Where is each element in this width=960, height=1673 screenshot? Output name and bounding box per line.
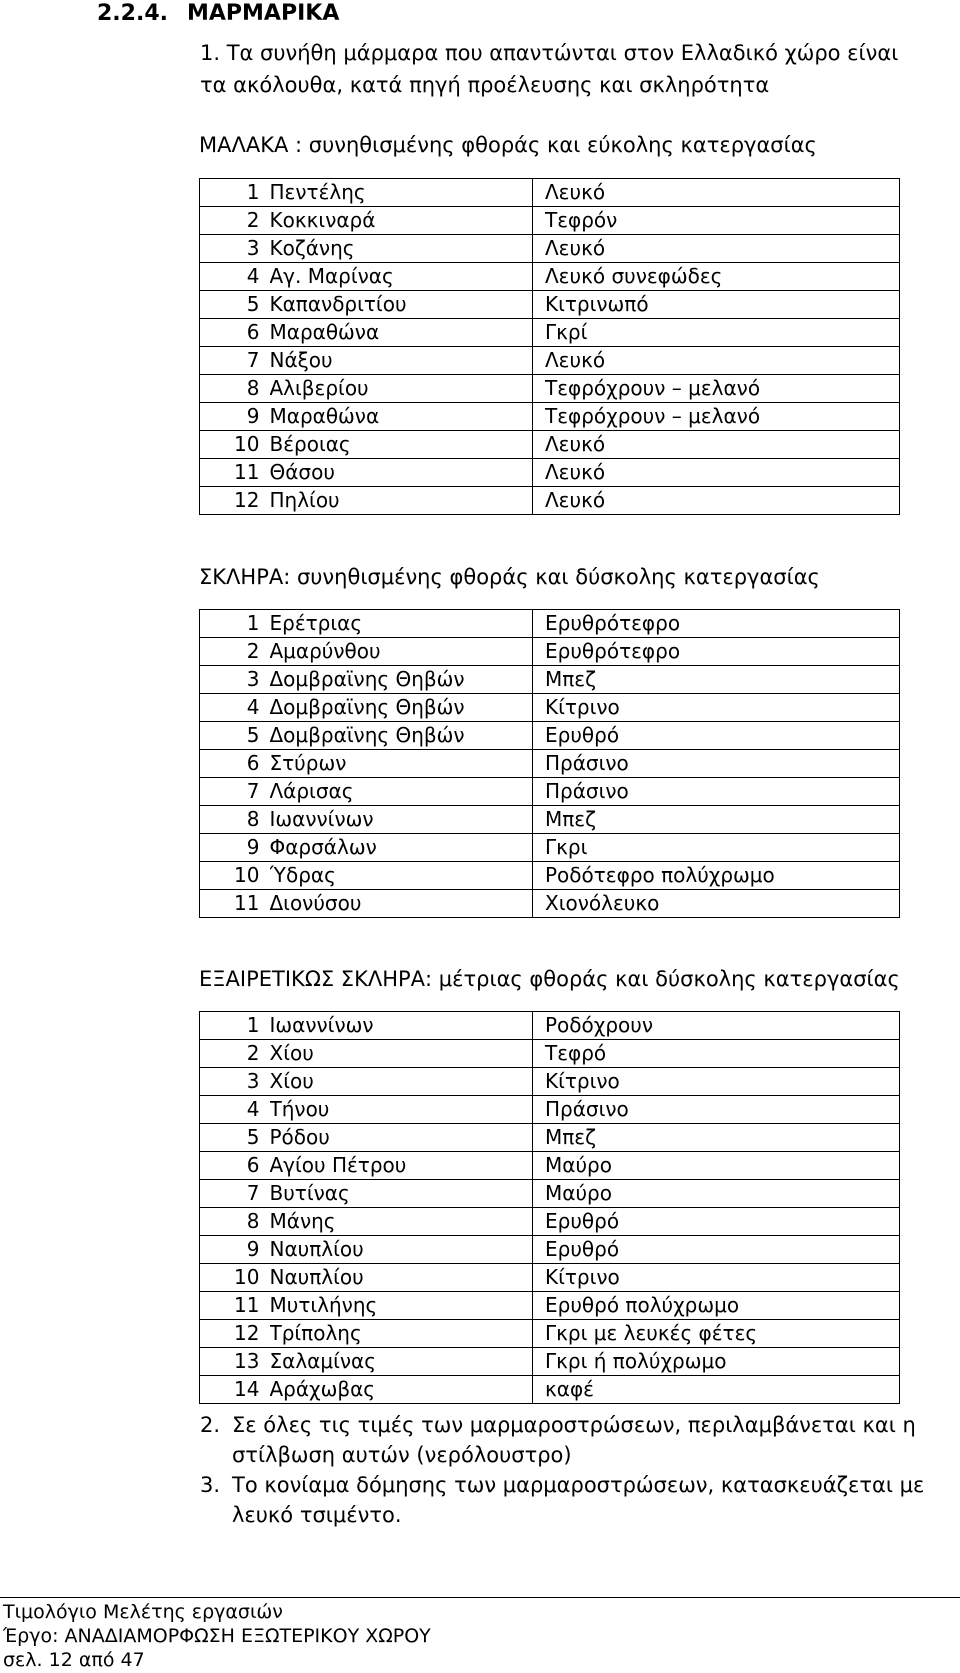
marble-color: Γκρι με λευκές φέτες xyxy=(533,1320,900,1348)
table-row xyxy=(200,263,900,291)
marble-color: Ροδόχρουν xyxy=(533,1012,900,1040)
row-number: 8 xyxy=(200,375,270,403)
row-number: 11 xyxy=(200,890,270,918)
table-row xyxy=(200,1152,900,1180)
note-2-line-1: Σε όλες τις τιμές των μαρμαροστρώσεων, περιλαμβάνεται και η xyxy=(232,1413,916,1437)
quarry-name: Ναυπλίου xyxy=(270,1264,533,1292)
marble-color: Τεφρόχρουν – μελανό xyxy=(533,403,900,431)
quarry-name: Αμαρύνθου xyxy=(270,638,533,666)
quarry-name: Νάξου xyxy=(270,347,533,375)
marble-color: Πράσινο xyxy=(533,1096,900,1124)
row-number: 10 xyxy=(200,862,270,890)
row-number: 11 xyxy=(200,1292,270,1320)
marble-color: Ερυθρό xyxy=(533,1236,900,1264)
quarry-name: Ερέτριας xyxy=(270,610,533,638)
intro-line-1: 1. Τα συνήθη μάρμαρα που απαντώνται στον Ελλαδικό χώρο είναι xyxy=(200,41,899,65)
table-row xyxy=(200,778,900,806)
extra-hard-marble-table xyxy=(199,1011,900,1404)
quarry-name: Δομβραϊνης Θηβών xyxy=(270,666,533,694)
footer-divider xyxy=(0,1597,960,1598)
footer-page-number: σελ. 12 από 47 xyxy=(3,1649,145,1671)
table-row xyxy=(200,1096,900,1124)
row-number: 8 xyxy=(200,806,270,834)
row-number: 3 xyxy=(200,235,270,263)
category-soft-heading: ΜΑΛΑΚΑ : συνηθισμένης φθοράς και εύκολης κατεργασίας xyxy=(199,133,817,157)
marble-color: Ερυθρότεφρο xyxy=(533,638,900,666)
row-number: 14 xyxy=(200,1376,270,1404)
table-row xyxy=(200,1236,900,1264)
row-number: 4 xyxy=(200,694,270,722)
table-row xyxy=(200,1348,900,1376)
quarry-name: Βέροιας xyxy=(270,431,533,459)
quarry-name: Ναυπλίου xyxy=(270,1236,533,1264)
row-number: 1 xyxy=(200,179,270,207)
table-row xyxy=(200,1292,900,1320)
row-number: 6 xyxy=(200,750,270,778)
row-number: 9 xyxy=(200,834,270,862)
table-row xyxy=(200,207,900,235)
section-number: 2.2.4. xyxy=(97,1,168,26)
section-title: ΜΑΡΜΑΡΙΚΑ xyxy=(187,1,340,26)
marble-color: Λευκό xyxy=(533,487,900,515)
table-row xyxy=(200,722,900,750)
marble-color: Πράσινο xyxy=(533,778,900,806)
note-3 xyxy=(200,1470,924,1530)
row-number: 6 xyxy=(200,319,270,347)
table-row xyxy=(200,319,900,347)
marble-color: Ερυθρότεφρο xyxy=(533,610,900,638)
quarry-name: Αγίου Πέτρου xyxy=(270,1152,533,1180)
table-row xyxy=(200,1376,900,1404)
row-number: 5 xyxy=(200,291,270,319)
quarry-name: Ρόδου xyxy=(270,1124,533,1152)
table-row xyxy=(200,666,900,694)
marble-color: Τεφρό xyxy=(533,1040,900,1068)
intro-line-2: τα ακόλουθα, κατά πηγή προέλευσης και σκληρότητα xyxy=(200,73,770,97)
note-3-number: 3. xyxy=(200,1473,221,1497)
row-number: 1 xyxy=(200,610,270,638)
table-row xyxy=(200,235,900,263)
marble-color: Κιτρινωπό xyxy=(533,291,900,319)
quarry-name: Λάρισας xyxy=(270,778,533,806)
row-number: 8 xyxy=(200,1208,270,1236)
quarry-name: Χίου xyxy=(270,1040,533,1068)
marble-color: Πράσινο xyxy=(533,750,900,778)
table-row xyxy=(200,862,900,890)
table-row xyxy=(200,1040,900,1068)
quarry-name: Χίου xyxy=(270,1068,533,1096)
marble-color: Γκρί xyxy=(533,319,900,347)
row-number: 2 xyxy=(200,1040,270,1068)
row-number: 3 xyxy=(200,1068,270,1096)
marble-color: Μαύρο xyxy=(533,1152,900,1180)
marble-color: Λευκό xyxy=(533,459,900,487)
table-row xyxy=(200,347,900,375)
table-row xyxy=(200,694,900,722)
quarry-name: Μαραθώνα xyxy=(270,319,533,347)
marble-color: Λευκό xyxy=(533,179,900,207)
row-number: 2 xyxy=(200,207,270,235)
quarry-name: Τήνου xyxy=(270,1096,533,1124)
section-heading xyxy=(97,0,339,28)
marble-color: Κίτρινο xyxy=(533,694,900,722)
table-row xyxy=(200,1320,900,1348)
table-row xyxy=(200,459,900,487)
marble-color: Τεφρόν xyxy=(533,207,900,235)
quarry-name: Αλιβερίου xyxy=(270,375,533,403)
note-3-line-1: Το κονίαμα δόμησης των μαρμαροστρώσεων, κατασκευάζεται με xyxy=(232,1473,925,1497)
marble-color: Ερυθρό xyxy=(533,722,900,750)
table-row xyxy=(200,806,900,834)
hard-marble-table xyxy=(199,609,900,918)
table-row xyxy=(200,487,900,515)
marble-color: Λευκό xyxy=(533,431,900,459)
quarry-name: Μαραθώνα xyxy=(270,403,533,431)
note-2-line-2: στίλβωση αυτών (νερόλουστρο) xyxy=(232,1443,572,1467)
quarry-name: Θάσου xyxy=(270,459,533,487)
row-number: 2 xyxy=(200,638,270,666)
note-3-line-2: λευκό τσιμέντο. xyxy=(232,1503,402,1527)
marble-color: Ροδότεφρο πολύχρωμο xyxy=(533,862,900,890)
row-number: 4 xyxy=(200,263,270,291)
quarry-name: Ιωαννίνων xyxy=(270,1012,533,1040)
table-row xyxy=(200,890,900,918)
marble-color: Μαύρο xyxy=(533,1180,900,1208)
quarry-name: Αγ. Μαρίνας xyxy=(270,263,533,291)
marble-color: Κίτρινο xyxy=(533,1068,900,1096)
marble-color: Γκρι xyxy=(533,834,900,862)
table-row xyxy=(200,610,900,638)
table-row xyxy=(200,291,900,319)
quarry-name: Τρίπολης xyxy=(270,1320,533,1348)
quarry-name: Καπανδριτίου xyxy=(270,291,533,319)
quarry-name: Σαλαμίνας xyxy=(270,1348,533,1376)
quarry-name: Αράχωβας xyxy=(270,1376,533,1404)
row-number: 12 xyxy=(200,487,270,515)
table-row xyxy=(200,375,900,403)
row-number: 7 xyxy=(200,1180,270,1208)
table-row xyxy=(200,1180,900,1208)
row-number: 10 xyxy=(200,1264,270,1292)
note-2-number: 2. xyxy=(200,1413,221,1437)
quarry-name: Κοκκιναρά xyxy=(270,207,533,235)
table-row xyxy=(200,638,900,666)
row-number: 11 xyxy=(200,459,270,487)
quarry-name: Ύδρας xyxy=(270,862,533,890)
marble-color: Μπεζ xyxy=(533,806,900,834)
footer-project-name: Έργο: ΑΝΑΔΙΑΜΟΡΦΩΣΗ ΕΞΩΤΕΡΙΚΟΥ ΧΩΡΟΥ xyxy=(3,1625,431,1647)
marble-color: Ερυθρό πολύχρωμο xyxy=(533,1292,900,1320)
quarry-name: Στύρων xyxy=(270,750,533,778)
marble-color: Λευκό xyxy=(533,235,900,263)
row-number: 6 xyxy=(200,1152,270,1180)
quarry-name: Κοζάνης xyxy=(270,235,533,263)
marble-color: Κίτρινο xyxy=(533,1264,900,1292)
table-row xyxy=(200,1068,900,1096)
soft-marble-table xyxy=(199,178,900,515)
table-row xyxy=(200,431,900,459)
table-row xyxy=(200,834,900,862)
marble-color: Λευκό συνεφώδες xyxy=(533,263,900,291)
table-row xyxy=(200,750,900,778)
row-number: 10 xyxy=(200,431,270,459)
row-number: 3 xyxy=(200,666,270,694)
row-number: 5 xyxy=(200,722,270,750)
category-hard-heading: ΣΚΛΗΡΑ: συνηθισμένης φθοράς και δύσκολης κατεργασίας xyxy=(199,565,820,589)
row-number: 1 xyxy=(200,1012,270,1040)
quarry-name: Δομβραϊνης Θηβών xyxy=(270,694,533,722)
quarry-name: Πηλίου xyxy=(270,487,533,515)
quarry-name: Φαρσάλων xyxy=(270,834,533,862)
row-number: 9 xyxy=(200,1236,270,1264)
quarry-name: Μάνης xyxy=(270,1208,533,1236)
marble-color: Μπεζ xyxy=(533,666,900,694)
table-row xyxy=(200,1124,900,1152)
marble-color: Ερυθρό xyxy=(533,1208,900,1236)
table-row xyxy=(200,403,900,431)
marble-color: Τεφρόχρουν – μελανό xyxy=(533,375,900,403)
quarry-name: Ιωαννίνων xyxy=(270,806,533,834)
quarry-name: Μυτιλήνης xyxy=(270,1292,533,1320)
quarry-name: Διονύσου xyxy=(270,890,533,918)
row-number: 9 xyxy=(200,403,270,431)
quarry-name: Δομβραϊνης Θηβών xyxy=(270,722,533,750)
table-row xyxy=(200,179,900,207)
category-extra-hard-heading: ΕΞΑΙΡΕΤΙΚΩΣ ΣΚΛΗΡΑ: μέτριας φθοράς και δύσκολης κατεργασίας xyxy=(199,967,900,991)
row-number: 7 xyxy=(200,778,270,806)
quarry-name: Πεντέλης xyxy=(270,179,533,207)
marble-color: Μπεζ xyxy=(533,1124,900,1152)
row-number: 4 xyxy=(200,1096,270,1124)
note-2 xyxy=(200,1410,916,1470)
table-row xyxy=(200,1208,900,1236)
marble-color: καφέ xyxy=(533,1376,900,1404)
table-row xyxy=(200,1012,900,1040)
row-number: 13 xyxy=(200,1348,270,1376)
footer-document-title: Τιμολόγιο Μελέτης εργασιών xyxy=(3,1601,283,1623)
marble-color: Λευκό xyxy=(533,347,900,375)
row-number: 12 xyxy=(200,1320,270,1348)
row-number: 7 xyxy=(200,347,270,375)
marble-color: Γκρι ή πολύχρωμο xyxy=(533,1348,900,1376)
table-row xyxy=(200,1264,900,1292)
marble-color: Χιονόλευκο xyxy=(533,890,900,918)
quarry-name: Βυτίνας xyxy=(270,1180,533,1208)
row-number: 5 xyxy=(200,1124,270,1152)
